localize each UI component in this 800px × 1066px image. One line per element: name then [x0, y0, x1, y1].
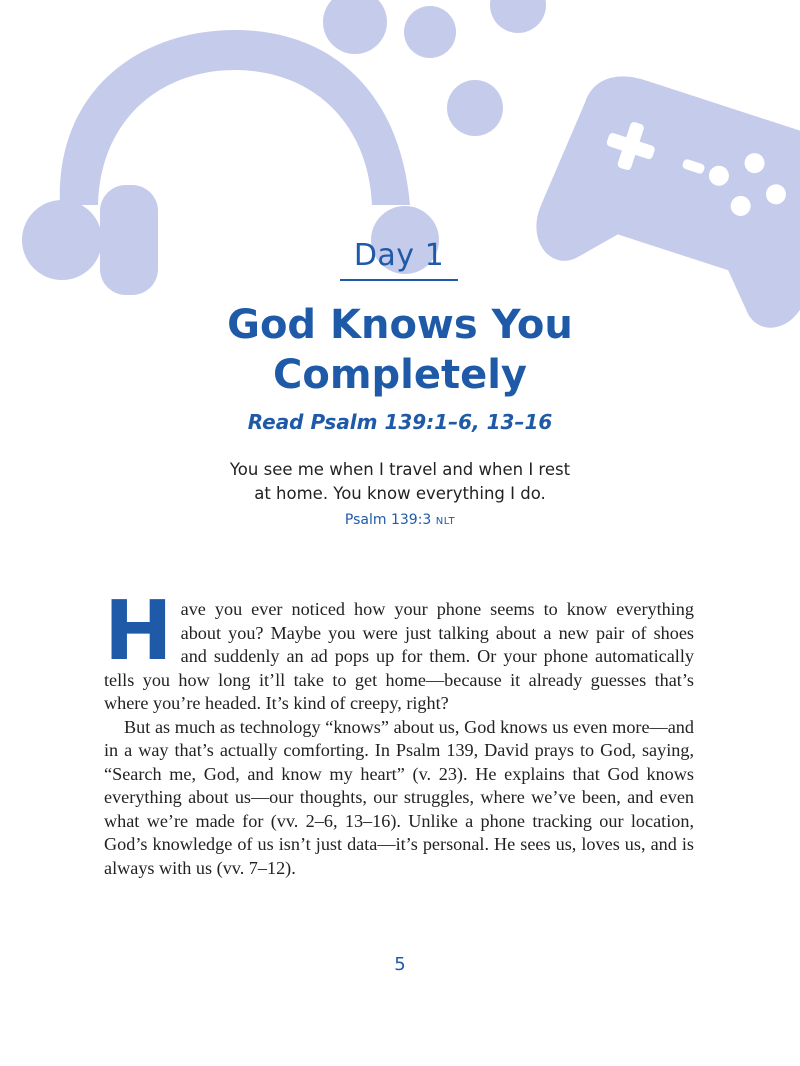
paragraph-2: But as much as technology “knows” about us, God knows us even more—and in a way that’s actually comforting. In Psalm 139, David prays to God, saying, “Search me, God, and know my heart” (v. 23). He explains that God knows everything about us—our thoughts, our struggles, where we’ve been, and even what we’re made for (vv. 2–6, 13–16). Unlike a phone tracking our location, God’s knowledge of us isn’t just data—it’s personal. He sees us, loves us, and is always with us (vv. 7–12). [104, 716, 694, 878]
title-line-2: Completely [272, 352, 528, 398]
verse-line-1: You see me when I travel and when I rest [229, 460, 571, 479]
title-line-1: God Knows You [227, 302, 573, 348]
day-label: Day 1 [353, 238, 445, 273]
verse-reference-text: Psalm 139:3 [344, 512, 432, 528]
paragraph-1-text: ave you ever noticed how your phone seems to know everything about you? Maybe you were just talking about a new pair of shoes and suddenly an ad pops up for them. Or your phone automatically tells you how long it’ll take to get home—because it already guesses that’s where you’re headed. It’s kind of creepy, right? [104, 599, 694, 713]
bible-version: NLT [435, 516, 456, 527]
verse-line-2: at home. You know everything I do. [254, 484, 546, 503]
body-text [104, 584, 694, 880]
key-verse [200, 458, 600, 506]
header-decoration [0, 0, 800, 340]
reading-reference: Read Psalm 139:1–6, 13–16 [247, 410, 553, 434]
page-number: 5 [394, 954, 406, 975]
paragraph-1 [104, 584, 694, 716]
drop-cap: H [104, 584, 173, 679]
game-controller-icon [526, 62, 800, 337]
day-underline [340, 279, 458, 281]
page-title [150, 300, 650, 400]
verse-reference [200, 512, 600, 528]
